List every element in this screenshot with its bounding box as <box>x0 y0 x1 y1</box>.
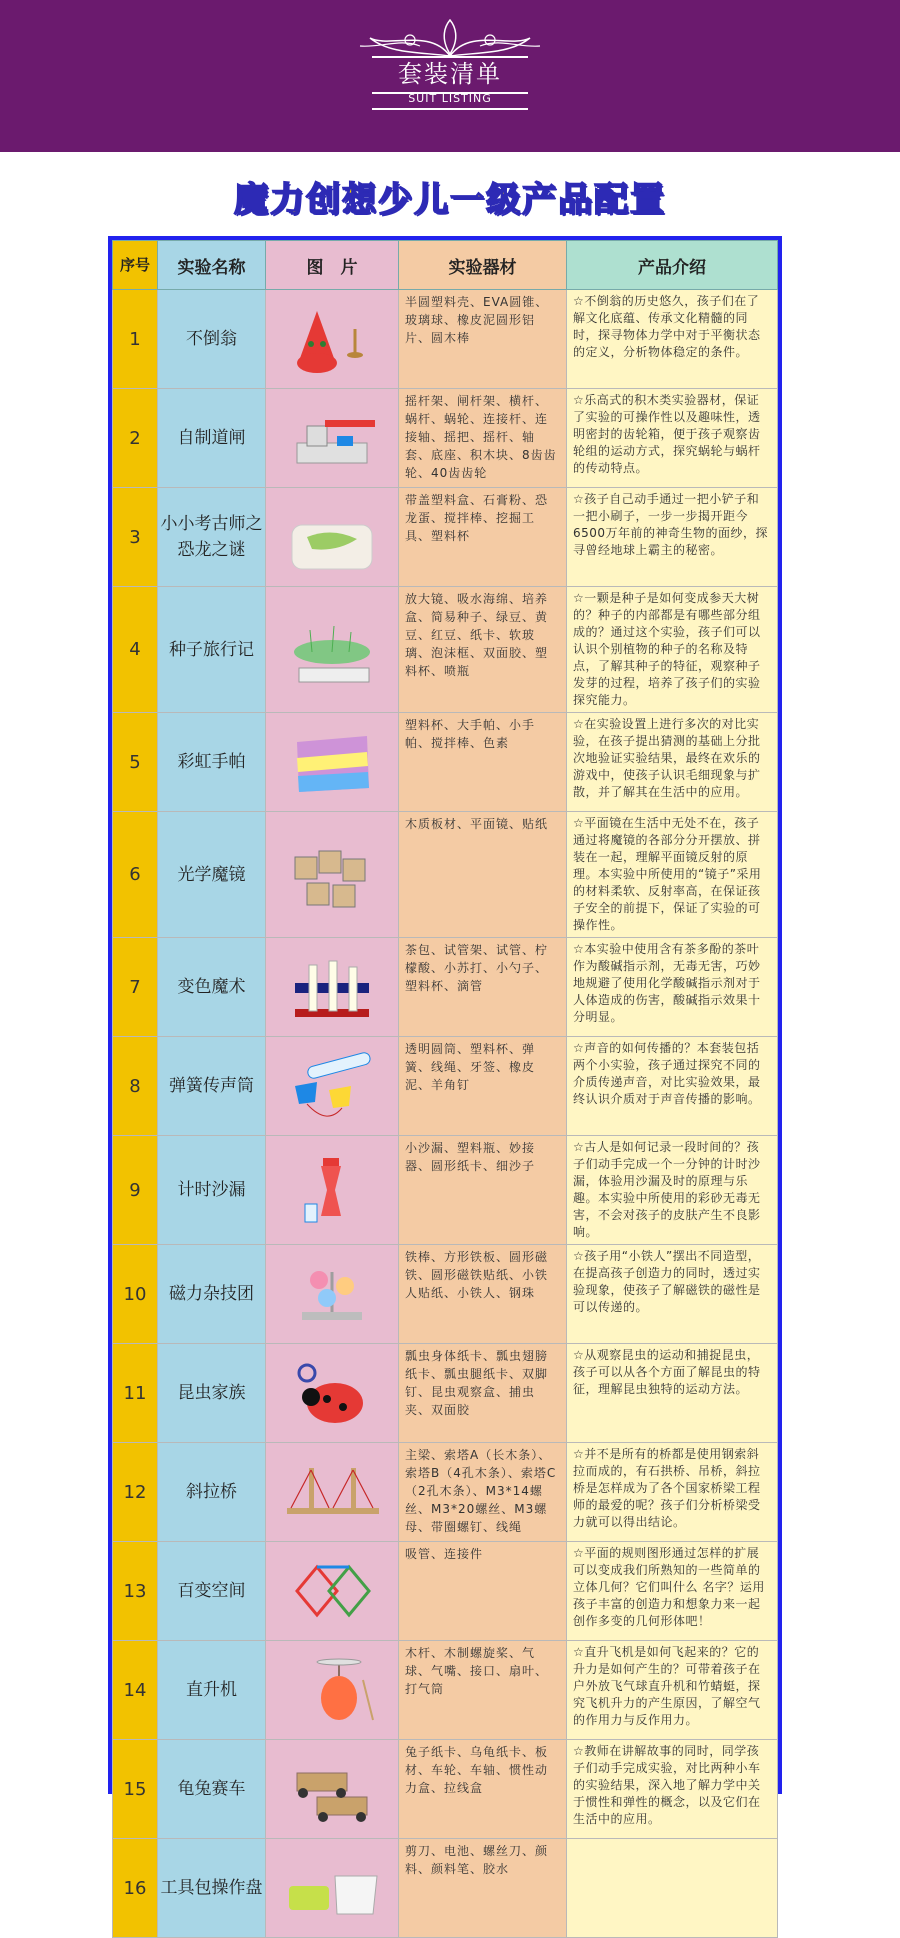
table-row <box>113 1542 778 1641</box>
table-row <box>113 1245 778 1344</box>
product-image <box>266 587 399 713</box>
product-image <box>266 938 399 1037</box>
intro-cell: ☆孩子自己动手通过一把小铲子和一把小刷子，一步一步揭开距今6500万年前的神奇生物的面纱，探寻曾经地球上霸主的秘密。 <box>567 488 778 587</box>
table-row <box>113 812 778 938</box>
balloon-helicopter-icon <box>277 1650 387 1730</box>
row-number: 15 <box>113 1740 158 1839</box>
table-row <box>113 389 778 488</box>
sand-timer-icon <box>277 1150 387 1230</box>
product-image <box>266 713 399 812</box>
materials-cell: 木质板材、平面镜、贴纸 <box>399 812 567 938</box>
row-number: 8 <box>113 1037 158 1136</box>
product-image <box>266 1839 399 1938</box>
table-row <box>113 1839 778 1938</box>
straw-shapes-icon <box>277 1551 387 1631</box>
row-number: 12 <box>113 1443 158 1542</box>
product-image <box>266 1443 399 1542</box>
row-number: 9 <box>113 1136 158 1245</box>
materials-cell: 放大镜、吸水海绵、培养盒、简易种子、绿豆、黄豆、红豆、纸卡、软玻璃、泡沫框、双面胶、塑料杯、喷瓶 <box>399 587 567 713</box>
materials-cell: 半圆塑料壳、EVA圆锥、玻璃球、橡皮泥圆形铝片、圆木棒 <box>399 290 567 389</box>
intro-cell: ☆平面的规则图形通过怎样的扩展可以变成我们所熟知的一些简单的立体几何？它们叫什么 名字？运用孩子丰富的创造力和想象力来一起创作多变的几何形体吧！ <box>567 1542 778 1641</box>
table-row <box>113 713 778 812</box>
table-row <box>113 1037 778 1136</box>
intro-cell: ☆本实验中使用含有茶多酚的茶叶作为酸碱指示剂，无毒无害，巧妙地规避了使用化学酸碱指示剂对于人体造成的伤害，酸碱指示效果十分明显。 <box>567 938 778 1037</box>
intro-cell: ☆从观察昆虫的运动和捕捉昆虫，孩子可以从各个方面了解昆虫的特征，理解昆虫独特的运动方法。 <box>567 1344 778 1443</box>
table-row <box>113 1740 778 1839</box>
header-materials: 实验器材 <box>399 241 567 290</box>
intro-cell: ☆在实验设置上进行多次的对比实验，在孩子提出猜测的基础上分批次地验证实验结果，最终在欢乐的游戏中，使孩子认识毛细现象与扩散，并了解其在生活中的应用。 <box>567 713 778 812</box>
ornament-crest-icon <box>350 18 550 58</box>
product-image <box>266 389 399 488</box>
materials-cell: 透明圆筒、塑料杯、弹簧、线绳、牙签、橡皮泥、羊角钉 <box>399 1037 567 1136</box>
cable-bridge-icon <box>277 1452 387 1532</box>
dinosaur-fossil-kit-icon <box>277 497 387 577</box>
row-number: 4 <box>113 587 158 713</box>
magnet-acrobats-icon <box>277 1254 387 1334</box>
banner-subtitle: SUIT LISTING <box>408 92 492 105</box>
intro-cell: ☆孩子用“小铁人”摆出不同造型，在提高孩子创造力的同时，透过实验现象，使孩子了解磁铁的磁性是可以传递的。 <box>567 1245 778 1344</box>
table-row <box>113 1443 778 1542</box>
product-image <box>266 1245 399 1344</box>
seed-sprouts-icon <box>277 610 387 690</box>
experiment-name: 彩虹手帕 <box>158 713 266 812</box>
row-number: 11 <box>113 1344 158 1443</box>
table-row <box>113 1136 778 1245</box>
header-intro: 产品介绍 <box>567 241 778 290</box>
row-number: 16 <box>113 1839 158 1938</box>
intro-cell: ☆古人是如何记录一段时间的？孩子们动手完成一个一分钟的计时沙漏，体验用沙漏及时的原理与乐趣。本实验中所使用的彩砂无毒无害，不会对孩子的皮肤产生不良影响。 <box>567 1136 778 1245</box>
header-num: 序号 <box>113 241 158 290</box>
intro-cell: ☆乐高式的积木类实验器材，保证了实验的可操作性以及趣味性，透明密封的齿轮箱，便于孩子观察齿轮组的运动方式，探究蜗轮与蜗杆的传动特点。 <box>567 389 778 488</box>
rainbow-handkerchief-icon <box>277 722 387 802</box>
intro-cell: ☆教师在讲解故事的同时，同学孩子们动手完成实验，对比两种小车的实验结果，深入地了解力学中关于惯性和弹性的概念，以及它们在生活中的应用。 <box>567 1740 778 1839</box>
intro-cell <box>567 1839 778 1938</box>
page-title: 魔力创想少儿一级产品配置 <box>234 180 666 220</box>
optical-mirror-cubes-icon <box>277 835 387 915</box>
table-row <box>113 587 778 713</box>
experiment-name: 昆虫家族 <box>158 1344 266 1443</box>
experiment-name: 不倒翁 <box>158 290 266 389</box>
experiment-name: 小小考古师之恐龙之谜 <box>158 488 266 587</box>
product-image <box>266 290 399 389</box>
product-image <box>266 1037 399 1136</box>
ladybug-model-icon <box>277 1353 387 1433</box>
product-table-frame <box>108 236 782 1899</box>
row-number: 7 <box>113 938 158 1037</box>
toy-race-cars-icon <box>277 1749 387 1829</box>
materials-cell: 小沙漏、塑料瓶、妙接器、圆形纸卡、细沙子 <box>399 1136 567 1245</box>
intro-cell: ☆声音的如何传播的？本套装包括两个小实验，孩子通过探究不同的介质传递声音，对比实验效果，最终认识介质对于声音传播的影响。 <box>567 1037 778 1136</box>
materials-cell: 带盖塑料盒、石膏粉、恐龙蛋、搅拌棒、挖掘工具、塑料杯 <box>399 488 567 587</box>
materials-cell: 吸管、连接件 <box>399 1542 567 1641</box>
table-row <box>113 1641 778 1740</box>
header-banner <box>0 0 900 152</box>
table-row <box>113 488 778 587</box>
experiment-name: 弹簧传声筒 <box>158 1037 266 1136</box>
experiment-name: 龟兔赛车 <box>158 1740 266 1839</box>
header-image: 图 片 <box>266 241 399 290</box>
table-header-row <box>113 241 778 290</box>
tool-bag-tray-icon <box>277 1848 387 1928</box>
materials-cell: 塑料杯、大手帕、小手帕、搅拌棒、色素 <box>399 713 567 812</box>
row-number: 14 <box>113 1641 158 1740</box>
product-image <box>266 1344 399 1443</box>
table-row <box>113 290 778 389</box>
materials-cell: 主梁、索塔A（长木条）、索塔B（4孔木条）、索塔C（2孔木条）、M3*14螺丝、M3*20螺丝、M3螺母、带圈螺钉、线绳 <box>399 1443 567 1542</box>
row-number: 6 <box>113 812 158 938</box>
experiment-name: 自制道闸 <box>158 389 266 488</box>
experiment-name: 斜拉桥 <box>158 1443 266 1542</box>
product-image <box>266 812 399 938</box>
row-number: 2 <box>113 389 158 488</box>
product-image <box>266 488 399 587</box>
tumbler-toy-icon <box>277 299 387 379</box>
materials-cell: 木杆、木制螺旋桨、气球、气嘴、接口、扇叶、打气筒 <box>399 1641 567 1740</box>
intro-cell: ☆直升飞机是如何飞起来的？它的升力是如何产生的？可带着孩子在户外放飞气球直升机和竹蜻蜓，探究飞机升力的产生原因，了解空气的作用力与反作用力。 <box>567 1641 778 1740</box>
row-number: 13 <box>113 1542 158 1641</box>
intro-cell: ☆一颗是种子是如何变成参天大树的？种子的内部都是有哪些部分组成的？通过这个实验，孩子们可以认识个别植物的种子的名称及特点，了解其种子的特征，观察种子发芽的过程，培养了孩子们的实验探究能力。 <box>567 587 778 713</box>
materials-cell: 瓢虫身体纸卡、瓢虫翅膀纸卡、瓢虫腿纸卡、双脚钉、昆虫观察盒、捕虫夹、双面胶 <box>399 1344 567 1443</box>
row-number: 3 <box>113 488 158 587</box>
row-number: 10 <box>113 1245 158 1344</box>
experiment-name: 工具包操作盘 <box>158 1839 266 1938</box>
experiment-name: 百变空间 <box>158 1542 266 1641</box>
experiment-name: 磁力杂技团 <box>158 1245 266 1344</box>
experiment-name: 直升机 <box>158 1641 266 1740</box>
product-image <box>266 1641 399 1740</box>
materials-cell: 兔子纸卡、乌龟纸卡、板材、车轮、车轴、惯性动力盒、拉线盒 <box>399 1740 567 1839</box>
intro-cell: ☆并不是所有的桥都是使用钢索斜拉而成的，有石拱桥、吊桥，斜拉桥是怎样成为了各个国家桥梁工程师的最爱的呢？孩子们分析桥梁受力就可以得出结论。 <box>567 1443 778 1542</box>
materials-cell: 铁棒、方形铁板、圆形磁铁、圆形磁铁贴纸、小铁人贴纸、小铁人、钢珠 <box>399 1245 567 1344</box>
spring-phone-cups-icon <box>277 1046 387 1126</box>
materials-cell: 茶包、试管架、试管、柠檬酸、小苏打、小勺子、塑料杯、滴管 <box>399 938 567 1037</box>
experiment-name: 种子旅行记 <box>158 587 266 713</box>
row-number: 1 <box>113 290 158 389</box>
row-number: 5 <box>113 713 158 812</box>
product-image <box>266 1136 399 1245</box>
materials-cell: 剪刀、电池、螺丝刀、颜料、颜料笔、胶水 <box>399 1839 567 1938</box>
product-image <box>266 1740 399 1839</box>
materials-cell: 摇杆架、闸杆架、横杆、蜗杆、蜗轮、连接杆、连接轴、摇把、摇杆、轴套、底座、积木块、8齿齿轮、40齿齿轮 <box>399 389 567 488</box>
test-tube-rack-icon <box>277 947 387 1027</box>
product-image <box>266 1542 399 1641</box>
intro-cell: ☆平面镜在生活中无处不在，孩子通过将魔镜的各部分分开摆放、拼装在一起，理解平面镜反射的原理。本实验中所使用的“镜子”采用的材料柔软、反射率高，在保证孩子安全的前提下，保证了实验的可操作性。 <box>567 812 778 938</box>
intro-cell: ☆不倒翁的历史悠久，孩子们在了解文化底蕴、传承文化精髓的同时，探寻物体力学中对于平衡状态的定义，分析物体稳定的条件。 <box>567 290 778 389</box>
experiment-name: 变色魔术 <box>158 938 266 1037</box>
product-config-table <box>112 240 778 1938</box>
banner-divider <box>372 108 528 110</box>
table-row <box>113 1344 778 1443</box>
experiment-name: 光学魔镜 <box>158 812 266 938</box>
banner-title: 套装清单 <box>372 56 528 94</box>
header-name: 实验名称 <box>158 241 266 290</box>
table-row <box>113 938 778 1037</box>
barrier-gate-icon <box>277 398 387 478</box>
experiment-name: 计时沙漏 <box>158 1136 266 1245</box>
